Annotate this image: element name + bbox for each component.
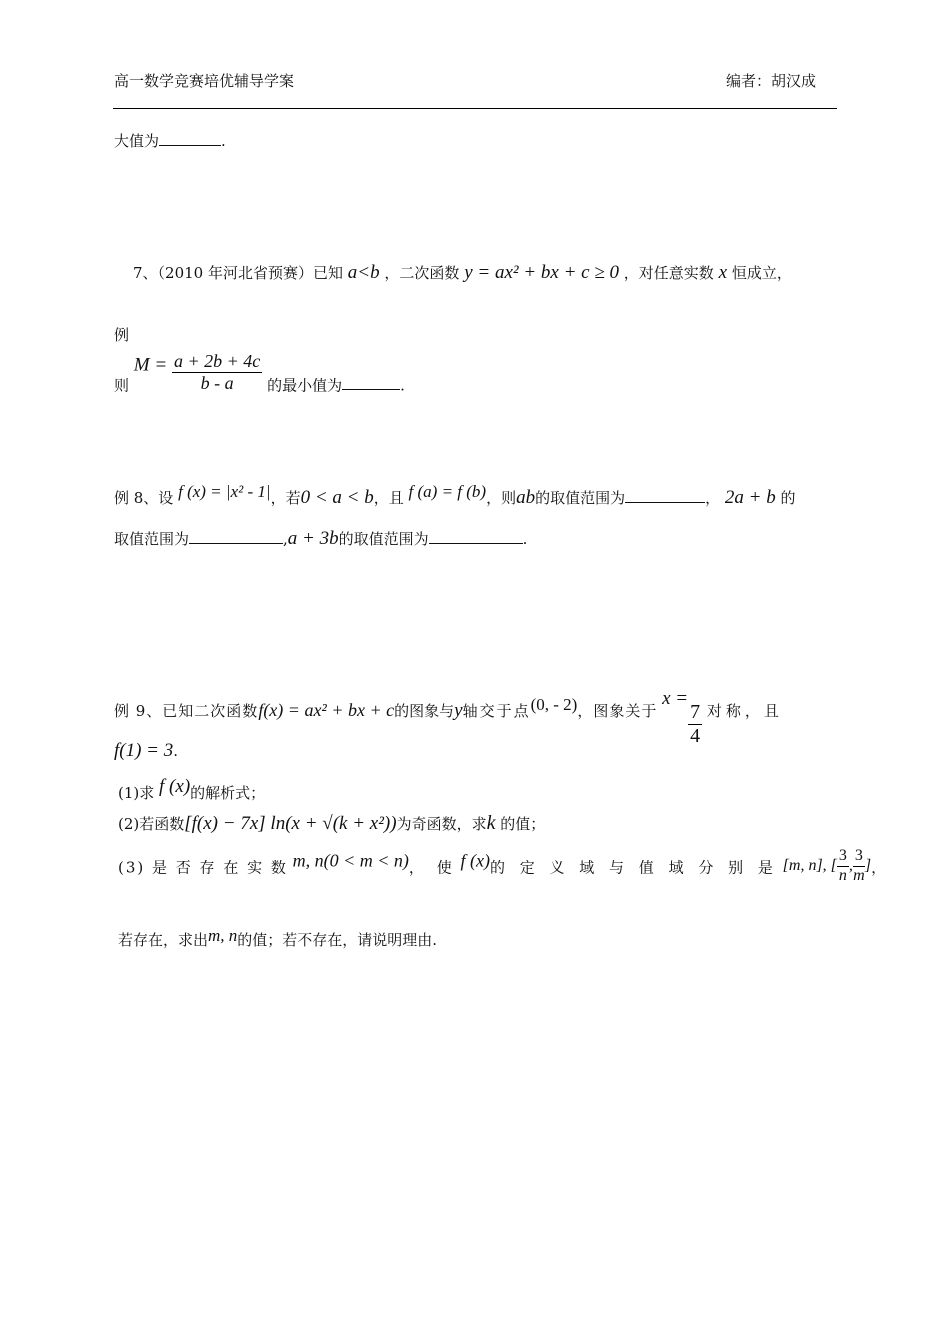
p9-t4: 对称，且 [706,702,783,720]
p6-tail [114,130,226,151]
p7-M: M = [133,354,168,376]
header-rule [113,108,837,109]
p9-point: (0, - 2) [530,695,578,714]
p8-t4: 的取值范围为 [535,489,626,507]
p9-axis-fraction [688,702,702,747]
p7-prefix: 则 [114,376,130,395]
p8-t5: 的 [780,489,796,507]
p9-axis-lhs: x = [662,688,689,709]
p9-line1 [114,688,783,747]
p9-q3-frac2 [853,848,865,885]
p8-line2-a: 取值范围为 [114,530,190,548]
answer-blank [429,529,523,544]
p9-q3-t1: ， 使 [408,858,456,877]
p8-cond: 0 < a < b [300,487,374,508]
p7-period: . [400,376,405,395]
p8-label: 例 8、设 [114,489,174,507]
p9-q1-label: (1)求 [118,784,155,802]
p7-label: 7、（2010 年河北省预赛）已知 [133,264,343,282]
p9-q4 [118,926,437,950]
p9-q2-tail: 的值； [500,815,546,833]
p8-expr2: a + 3b [287,528,339,549]
p9-q2-label: (2)若函数 [118,815,185,833]
p9-cond-period: . [173,742,179,760]
answer-blank [159,131,221,146]
header-author: 编者：胡汉成 [726,72,817,90]
p8-t2: ，且 [373,489,404,507]
p9-t3: ，图象关于 [577,702,658,720]
p7-denominator: b - a [200,372,234,393]
p9-q4-mn: m, n [208,926,238,945]
p7-var: x [718,262,728,283]
p9-axis-den: 4 [690,725,701,747]
p9-q3-f2-num: 3 [853,848,865,867]
p8-expr1: 2a + b [724,487,776,508]
p7-func: y = ax² + bx + c ≥ 0 [464,262,620,283]
p9-q3-comma: ， [871,858,887,877]
p9-q3-range: [m, n], [ $\frac{3}{n}$ , $\frac{3}{m}$ ] [782,847,872,884]
p9-q3-f1-num: 3 [837,848,849,867]
p8-func: f (x) = |x² - 1| [178,482,271,501]
p9-q2-text: 为奇函数，求 [396,815,487,833]
p7-t3: 恒成立， [731,264,792,282]
header-title: 高一数学竞赛培优辅导学案 [114,72,295,90]
p9-q3-label: (3) 是 否 存 在 实 数 [118,858,288,877]
p7-numerator: a + 2b + 4c [173,351,261,371]
p7-line1 [133,262,792,284]
p7-fraction [172,352,262,393]
p7-suffix: 的最小值为 [267,376,343,395]
p9-q3-domain: [m, n], [ [782,857,837,875]
p8-ab: ab [516,487,536,508]
p9-q1 [118,776,265,803]
p8-period: . [522,530,528,548]
answer-blank [625,488,705,503]
p9-y: y [454,700,463,721]
p8-line2 [114,528,527,550]
p9-q1-text: 的解析式； [190,784,266,802]
p9-q3-close: ] [864,857,872,875]
p9-q3-mn: m, n(0 < m < n) [292,850,409,871]
p8-eq: f (a) = f (b) [408,482,487,501]
p7-line2: 例 [114,326,130,344]
p8-t1: ，若 [270,489,301,507]
p9-func: f(x) = ax² + bx + c [258,700,395,720]
p9-cond-line [114,740,178,762]
p9-q3-frac1 [837,848,849,885]
p9-cond: f(1) = 3 [114,740,174,761]
p9-q3 [118,848,886,885]
p7-t1: ，二次函数 [384,264,460,282]
answer-blank [342,375,400,390]
p9-t2: 轴交于点 [462,702,531,720]
p8-line2-b: 的取值范围为 [338,530,429,548]
answer-blank [189,529,283,544]
p9-t1: 的图象与 [394,702,455,720]
p9-q2-k: k [486,812,496,834]
p8-comma2: , [283,530,288,548]
p9-axis-num: 7 [690,701,701,723]
p8-line1 [114,482,796,509]
p7-t2: ，对任意实数 [623,264,714,282]
p9-q4-a: 若存在，求出 [118,931,209,949]
p9-q2-expr: [f(x) − 7x] ln(x + √(k + x²)) [184,813,397,834]
p9-q2 [118,812,545,835]
p7-cond: a<b [347,262,380,283]
p9-q3-f2-den: m [853,866,865,884]
p7-line3 [114,352,405,395]
p8-t3: ，则 [486,489,517,507]
p9-q3-t2: 的 定 义 域 与 值 域 分 别 是 [489,858,778,877]
p6-tail-text: 大值为 [114,132,160,150]
p8-comma: ， [705,489,721,507]
p9-q3-f: f (x) [460,850,490,871]
p9-q3-f1-den: n [838,866,847,884]
p9-q4-b: 的值；若不存在，请说明理由. [237,931,438,949]
p6-period: . [221,132,226,150]
p9-label: 例 9、已知二次函数 [114,702,259,720]
p9-q1-f: f (x) [159,776,191,797]
